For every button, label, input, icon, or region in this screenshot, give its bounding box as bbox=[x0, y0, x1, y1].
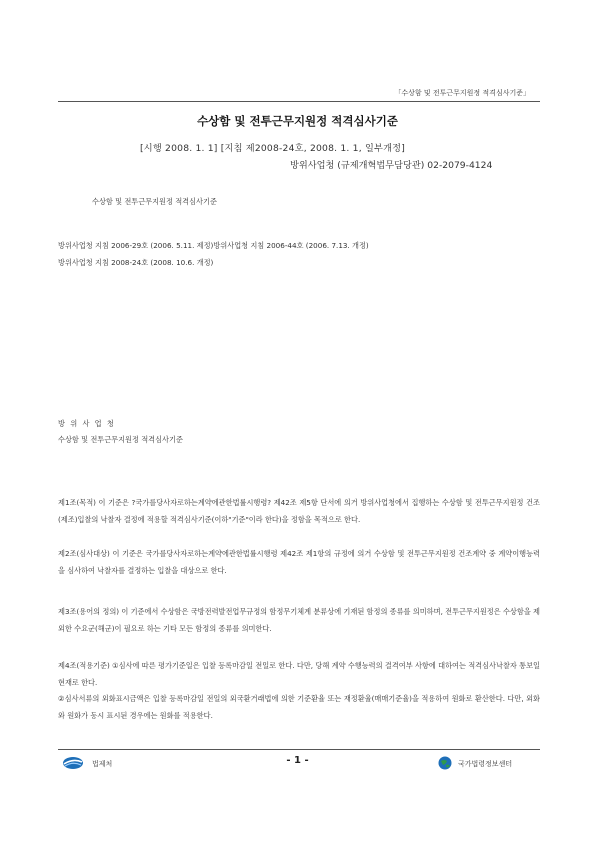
article-3: 제3조(용어의 정의) 이 기준에서 수상함은 국방전력발전업무규정의 함정무기체계 분류상에 기재된 함정의 종류를 의미하며, 전투근무지원정은 수상함을 제외한 수요군(해군)이 필요로 하는 기타 모든 함정의 종류를 의미한다. bbox=[58, 607, 540, 633]
page-title: 수상함 및 전투근무지원정 적격심사기준 bbox=[197, 114, 398, 128]
footer-right bbox=[438, 756, 512, 772]
article-2: 제2조(심사대상) 이 기준은 국가를당사자로하는계약에관한법률시행령 제42조 제1항의 규정에 의거 수상함 및 전투근무지원정 건조계약 중 계약이행능력을 심사하여 낙찰자를 결정하는 입찰을 대상으로 한다. bbox=[58, 549, 540, 575]
footer-left-label: 법제처 bbox=[92, 760, 113, 768]
ministry-contact: 방위사업청 (규제개혁법무담당관) 02-2079-4124 bbox=[290, 160, 493, 171]
header-document-tag: 「수상함 및 전투근무지원정 적격심사기준」 bbox=[394, 89, 530, 97]
enactment-info: [시행 2008. 1. 1] [지침 제2008-24호, 2008. 1. 1, 일부개정] bbox=[140, 143, 406, 154]
document-name: 수상함 및 전투근무지원정 적격심사기준 bbox=[92, 197, 217, 206]
globe-logo-icon bbox=[438, 756, 452, 772]
page-number: - 1 - bbox=[286, 755, 309, 766]
issuer-name: 방 위 사 업 청 bbox=[58, 419, 116, 428]
history-line-2: 방위사업청 지침 2008-24호 (2008. 10.6. 개정) bbox=[58, 258, 214, 267]
footer-right-label: 국가법령정보센터 bbox=[458, 760, 513, 768]
footer-rule bbox=[58, 749, 540, 750]
document-name-2: 수상함 및 전투근무지원정 적격심사기준 bbox=[58, 435, 183, 444]
article-4: 제4조(적용기준) ①심사에 따른 평가기준일은 입찰 등록마감일 전일로 한다. 다만, 당해 계약 수행능력의 결격여부 사항에 대하여는 적격심사낙찰자 통보일 현재로 한다. ②심사서류의 외화표시금액은 입찰 등록마감일 전일의 외국환거래법에 의한 기준환율 또는 재정환율(매매기준율)을 적용하여 원화로 환산한다. 다만, 외화와 원화가 동시 표시된 경우에는 원화를 적용한다. bbox=[58, 661, 540, 720]
history-line-1: 방위사업청 지침 2006-29호 (2006. 5.11. 제정)방위사업청 지침 2006-44호 (2006. 7.13. 개정) bbox=[58, 241, 369, 250]
article-1: 제1조(목적) 이 기준은 ?국가를당사자로하는계약에관한법률시행령? 제42조 제5항 단서에 의거 방위사업청에서 집행하는 수상함 및 전투근무지원정 건조(제조)입찰의 낙찰자 결정에 적용할 적격심사기준(이하"기준"이라 한다)을 정함을 목적으로 한다. bbox=[58, 498, 540, 524]
header-rule bbox=[58, 101, 540, 102]
